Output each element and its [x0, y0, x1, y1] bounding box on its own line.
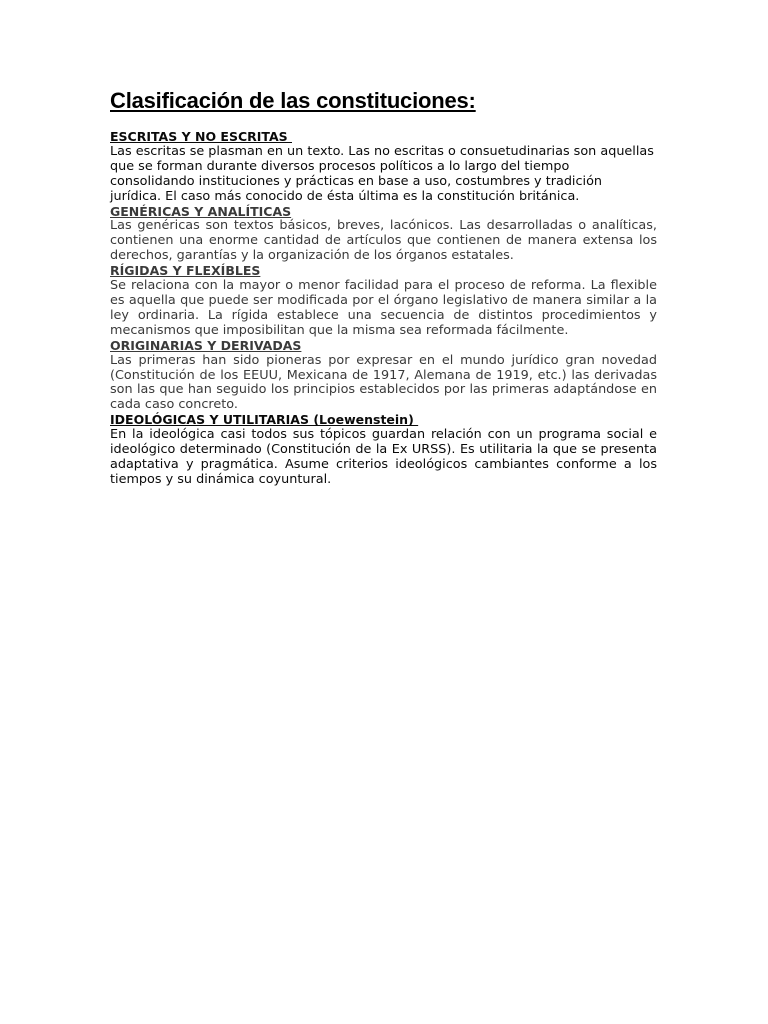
- section-ideologicas: [110, 413, 657, 488]
- section-heading: ORIGINARIAS Y DERIVADAS: [110, 337, 302, 353]
- section-body: Se relaciona con la mayor o menor facilidad para el proceso de reforma. La flexible es aquella que puede ser modificada por el órgano legislativo de manera similar a la ley ordinaria. La rígida establece una secuencia de distintos procedimientos y mecanismos que imposibilitan que la misma sea reformada fácilmente.: [110, 278, 657, 338]
- section-escritas: [110, 130, 657, 205]
- section-body: Las primeras han sido pioneras por expresar en el mundo jurídico gran novedad (Constitución de los EEUU, Mexicana de 1917, Alemana de 1919, etc.) las derivadas son las que han seguido los principios establecidos por las primeras adaptándose en cada caso concreto.: [110, 352, 657, 413]
- page-title: Clasificación de las constituciones:: [110, 88, 476, 113]
- section-rigidas: [110, 264, 657, 339]
- section-body: Las genéricas son textos básicos, breves, lacónicos. Las desarrolladas o analíticas, contienen una enorme cantidad de artículos que contienen de manera extensa los derechos, garantías y la organización de los órganos estatales.: [110, 218, 657, 264]
- section-heading: IDEOLÓGICAS Y UTILITARIAS (Loewenstein): [110, 412, 419, 428]
- document-page: [110, 86, 657, 488]
- section-body: En la ideológica casi todos sus tópicos guardan relación con un programa social e ideológico determinado (Constitución de la Ex URSS). Es utilitaria la que se presenta adaptativa y pragmática. Asume criterios ideológicos cambiantes conforme a los tiempos y su dinámica coyuntural.: [110, 427, 657, 487]
- section-body: Las escritas se plasman en un texto. Las no escritas o consuetudinarias son aquellas que se forman durante diversos procesos políticos a lo largo del tiempo consolidando instituciones y prácticas en base a uso, costumbres y tradición jurídica. El caso más conocido de ésta última es la constitución británica.: [110, 143, 654, 204]
- section-originarias: [110, 339, 657, 414]
- section-genericas: [110, 205, 657, 265]
- section-heading: GENÉRICAS Y ANALÍTICAS: [110, 203, 292, 219]
- section-heading: ESCRITAS Y NO ESCRITAS: [110, 129, 292, 144]
- section-heading: RÍGIDAS Y FLEXÍBLES: [110, 263, 261, 279]
